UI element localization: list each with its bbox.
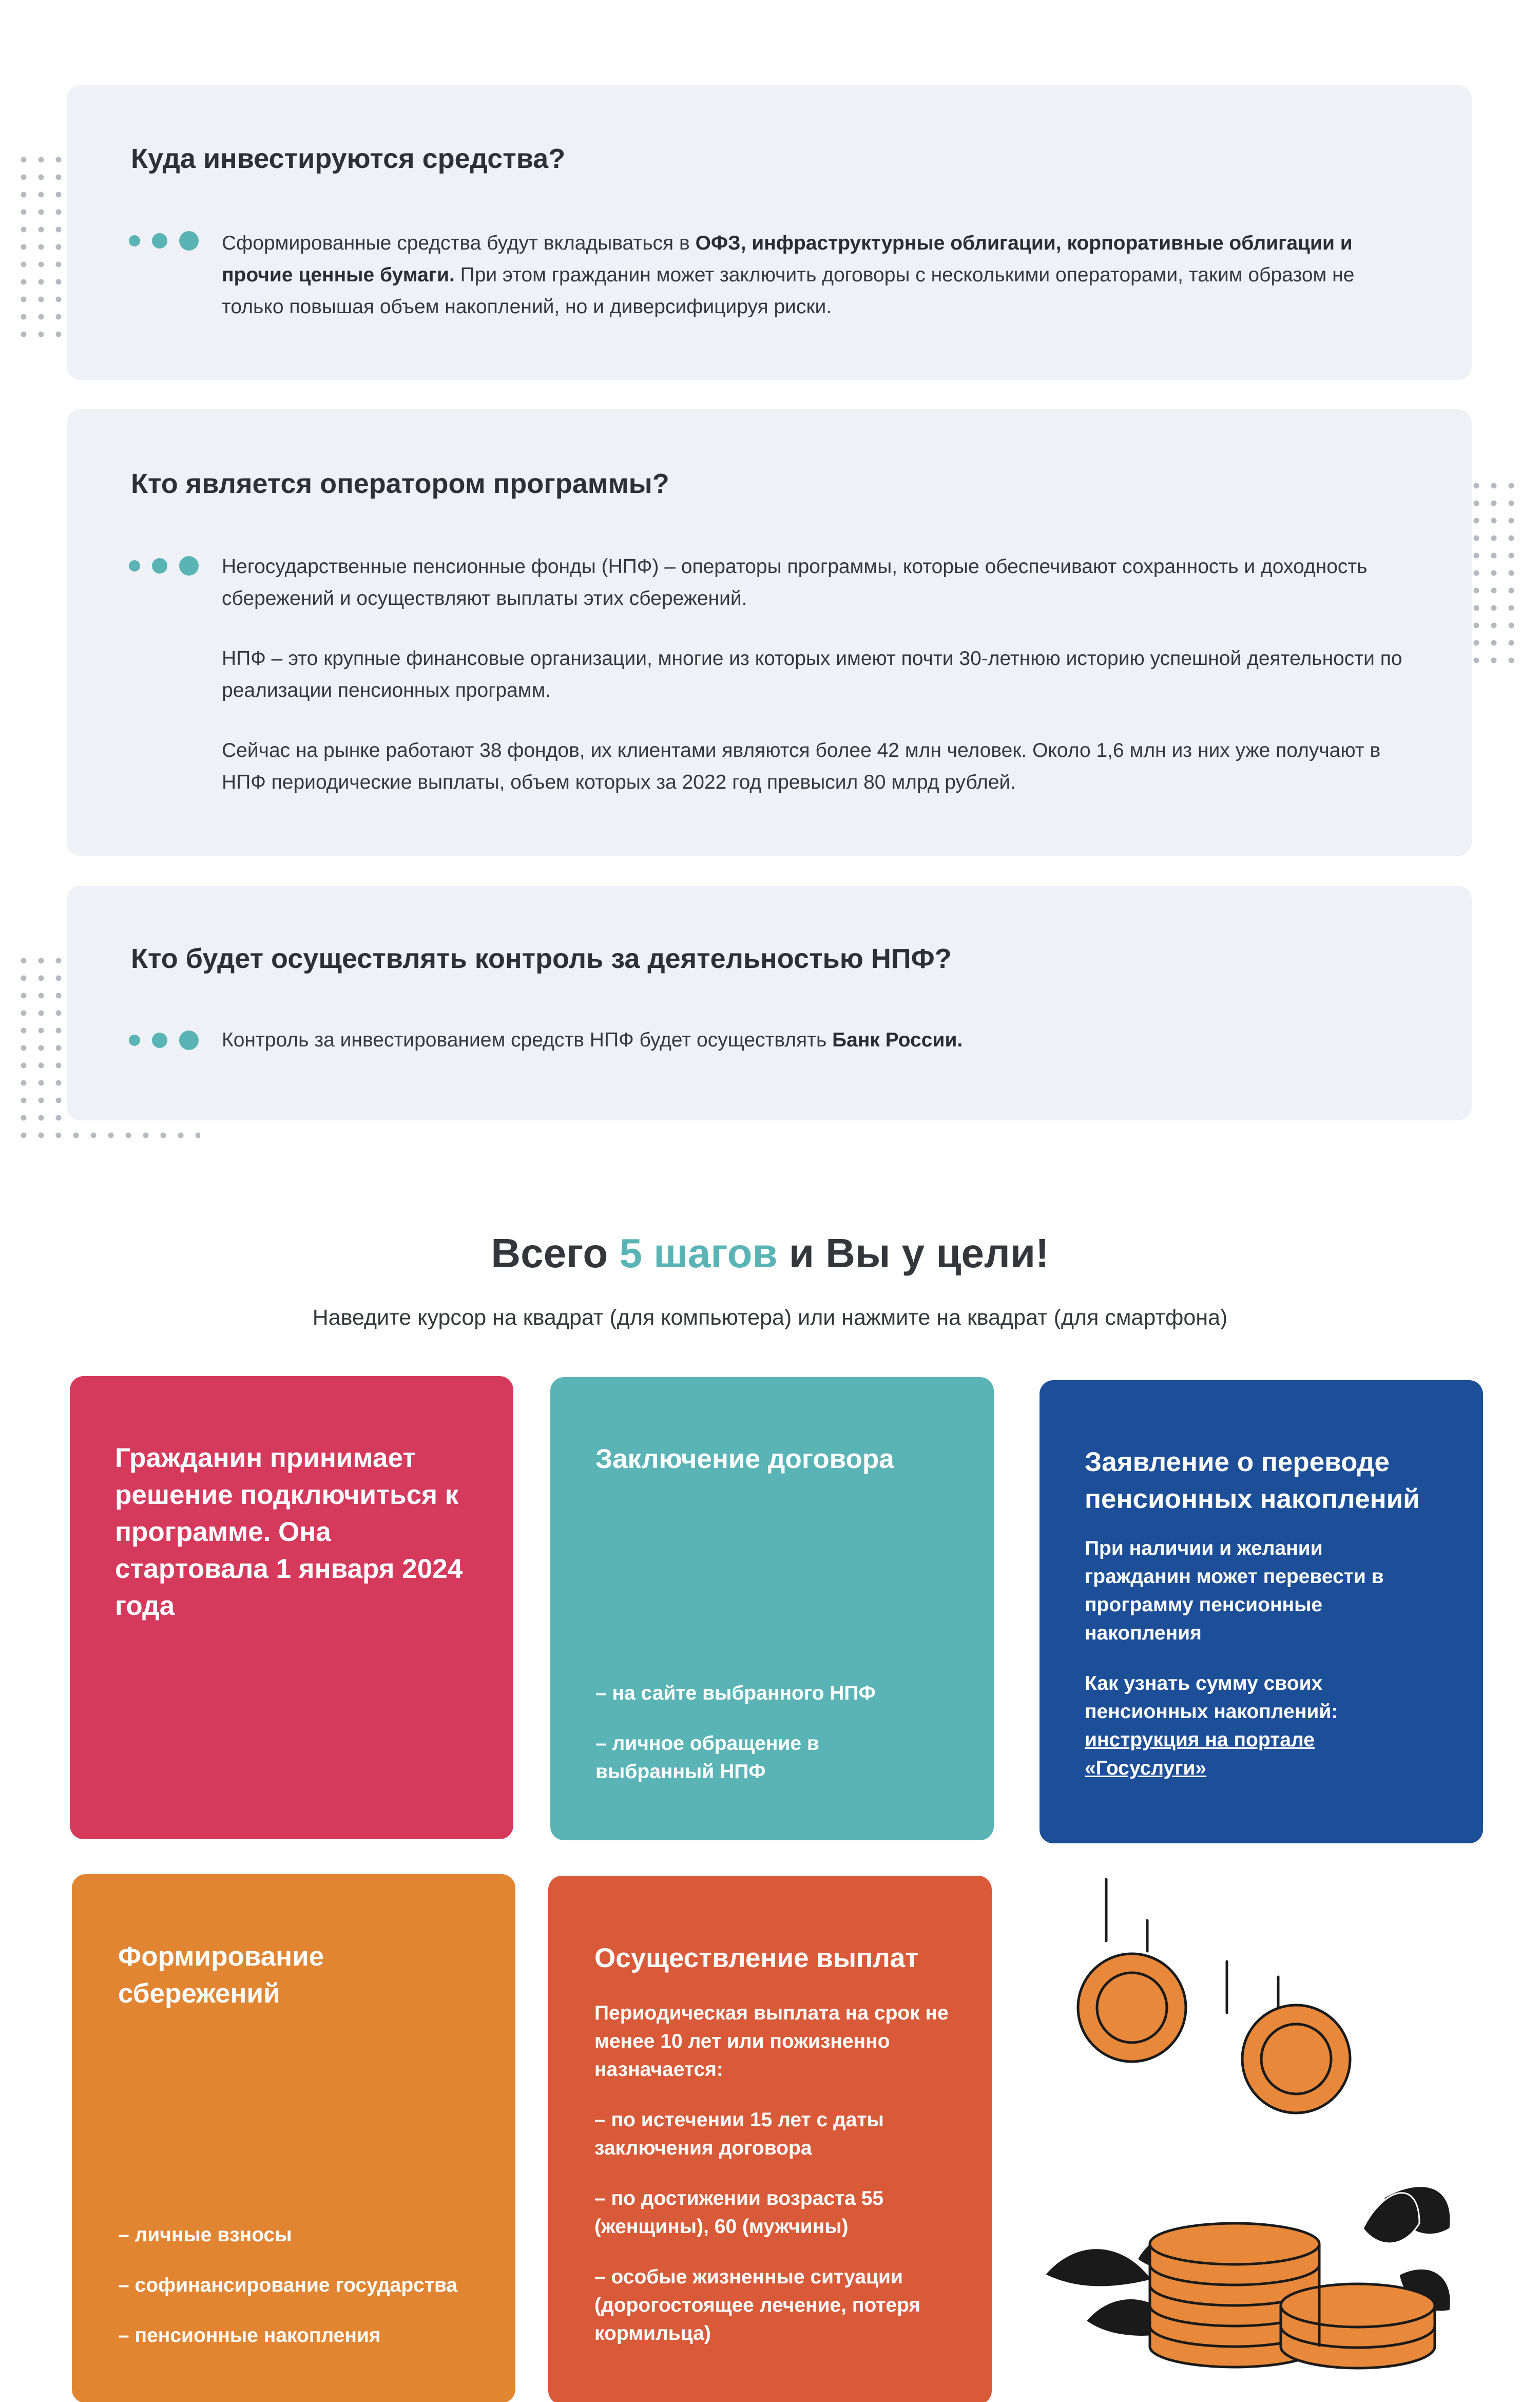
faq-answer (222, 1024, 1418, 1056)
dots-pattern-right-svg (1473, 483, 1519, 668)
faq-card-investments (67, 85, 1472, 380)
step-card-contract[interactable] (550, 1377, 994, 1840)
dots-pattern-top-left-svg (21, 157, 67, 341)
dots-pattern-bottom-row-svg (21, 1132, 200, 1139)
step-list-item: – личное обращение в выбранный НПФ (595, 1732, 819, 1783)
bullet-dots-icon (129, 556, 210, 576)
step-list-item: – пенсионные накопления (118, 2324, 381, 2347)
faq-title: Кто будет осуществлять контроль за деятельностью НПФ? (131, 943, 952, 974)
dots-pattern-bottom-left-svg (21, 958, 67, 1132)
faq-paragraph: НПФ – это крупные финансовые организации, многие из которых имеют почти 30-летнюю историю успешной деятельности по реализации пенсионных программ. (222, 647, 1402, 701)
faq-answer (222, 551, 1418, 798)
step-card-savings[interactable] (72, 1874, 515, 2402)
step-card-decision[interactable] (70, 1376, 513, 1839)
step-list (594, 1999, 954, 2348)
step-list-item: – на сайте выбранного НПФ (595, 1682, 876, 1704)
faq-card-control (67, 886, 1472, 1120)
step-title: Осуществление выплат (594, 1943, 919, 1973)
step-list (1085, 1534, 1423, 1782)
step-title: Заключение договора (595, 1444, 894, 1474)
steps-heading-accent: 5 шагов (619, 1230, 778, 1276)
step-list-item: Как узнать сумму своих пенсионных накоплений: инструкция на портале «Госуслуги» (1085, 1672, 1338, 1779)
step-list-item: Периодическая выплата на срок не менее 10 лет или пожизненно назначается: (594, 2002, 949, 2081)
faq-card-operator (67, 409, 1472, 856)
step-list-item: – по истечении 15 лет с даты заключения договора (594, 2109, 884, 2159)
step-title: Формирование сбережений (118, 1941, 324, 2009)
step-list-item: – софинансирование государства (118, 2274, 458, 2296)
dots-pattern-bottom-left (21, 958, 67, 1132)
dots-pattern-bottom-row (21, 1132, 200, 1139)
step-title: Гражданин принимает решение подключиться к программе. Она стартовала 1 января 2024 года (115, 1443, 463, 1621)
step-card-transfer[interactable] (1040, 1380, 1483, 1843)
coins-icon (1029, 1869, 1466, 2382)
step-list-item: – особые жизненные ситуации (дорогостоящее лечение, потеря кормильца) (594, 2266, 921, 2344)
step-list-item: – по достижении возраста 55 (женщины), 60 (мужчины) (594, 2187, 884, 2238)
faq-title: Кто является оператором программы? (131, 468, 669, 499)
step-list (118, 2221, 488, 2350)
dots-pattern-top-left (21, 157, 67, 341)
faq-paragraph: Сейчас на рынке работают 38 фондов, их клиентами являются более 42 млн человек. Около 1,6 млн из них уже получают в НПФ периодические выплаты, объем которых за 2022 год превысил 80 млрд рублей. (222, 739, 1381, 793)
gosuslugi-instruction-link[interactable]: инструкция на портале «Госуслуги» (1085, 1729, 1315, 1779)
bullet-dots-icon (129, 1031, 210, 1050)
step-list-item: При наличии и желании гражданин может перевести в программу пенсионные накопления (1085, 1537, 1384, 1644)
steps-subtitle: Наведите курсор на квадрат (для компьютера) или нажмите на квадрат (для смартфона) (312, 1305, 1228, 1330)
step-list-item: – личные взносы (118, 2224, 292, 2246)
faq-title: Куда инвестируются средства? (131, 143, 566, 174)
faq-paragraph: Негосударственные пенсионные фонды (НПФ) – операторы программы, которые обеспечивают сохранность и доходность сбережений и осуществляют выплаты этих сбережений. (222, 556, 1368, 609)
step-list (595, 1679, 883, 1786)
dots-pattern-right (1473, 483, 1519, 668)
faq-paragraph: Контроль за инвестированием средств НПФ будет осуществлять Банк России. (222, 1029, 963, 1051)
falling-coins-illustration (1029, 1869, 1466, 2382)
step-card-payments[interactable] (548, 1876, 992, 2402)
faq-answer (222, 227, 1418, 323)
steps-heading: Всего 5 шагов и Вы у цели! (491, 1230, 1049, 1276)
step-title: Заявление о переводе пенсионных накоплений (1085, 1447, 1420, 1514)
bullet-dots-icon (129, 231, 210, 251)
faq-paragraph: Сформированные средства будут вкладываться в ОФЗ, инфраструктурные облигации, корпоративные облигации и прочие ценные бумаги. При этом гражданин может заключить договоры с несколькими операторами, таким образом не только повышая объем накоплений, но и диверсифицируя риски. (222, 232, 1355, 318)
